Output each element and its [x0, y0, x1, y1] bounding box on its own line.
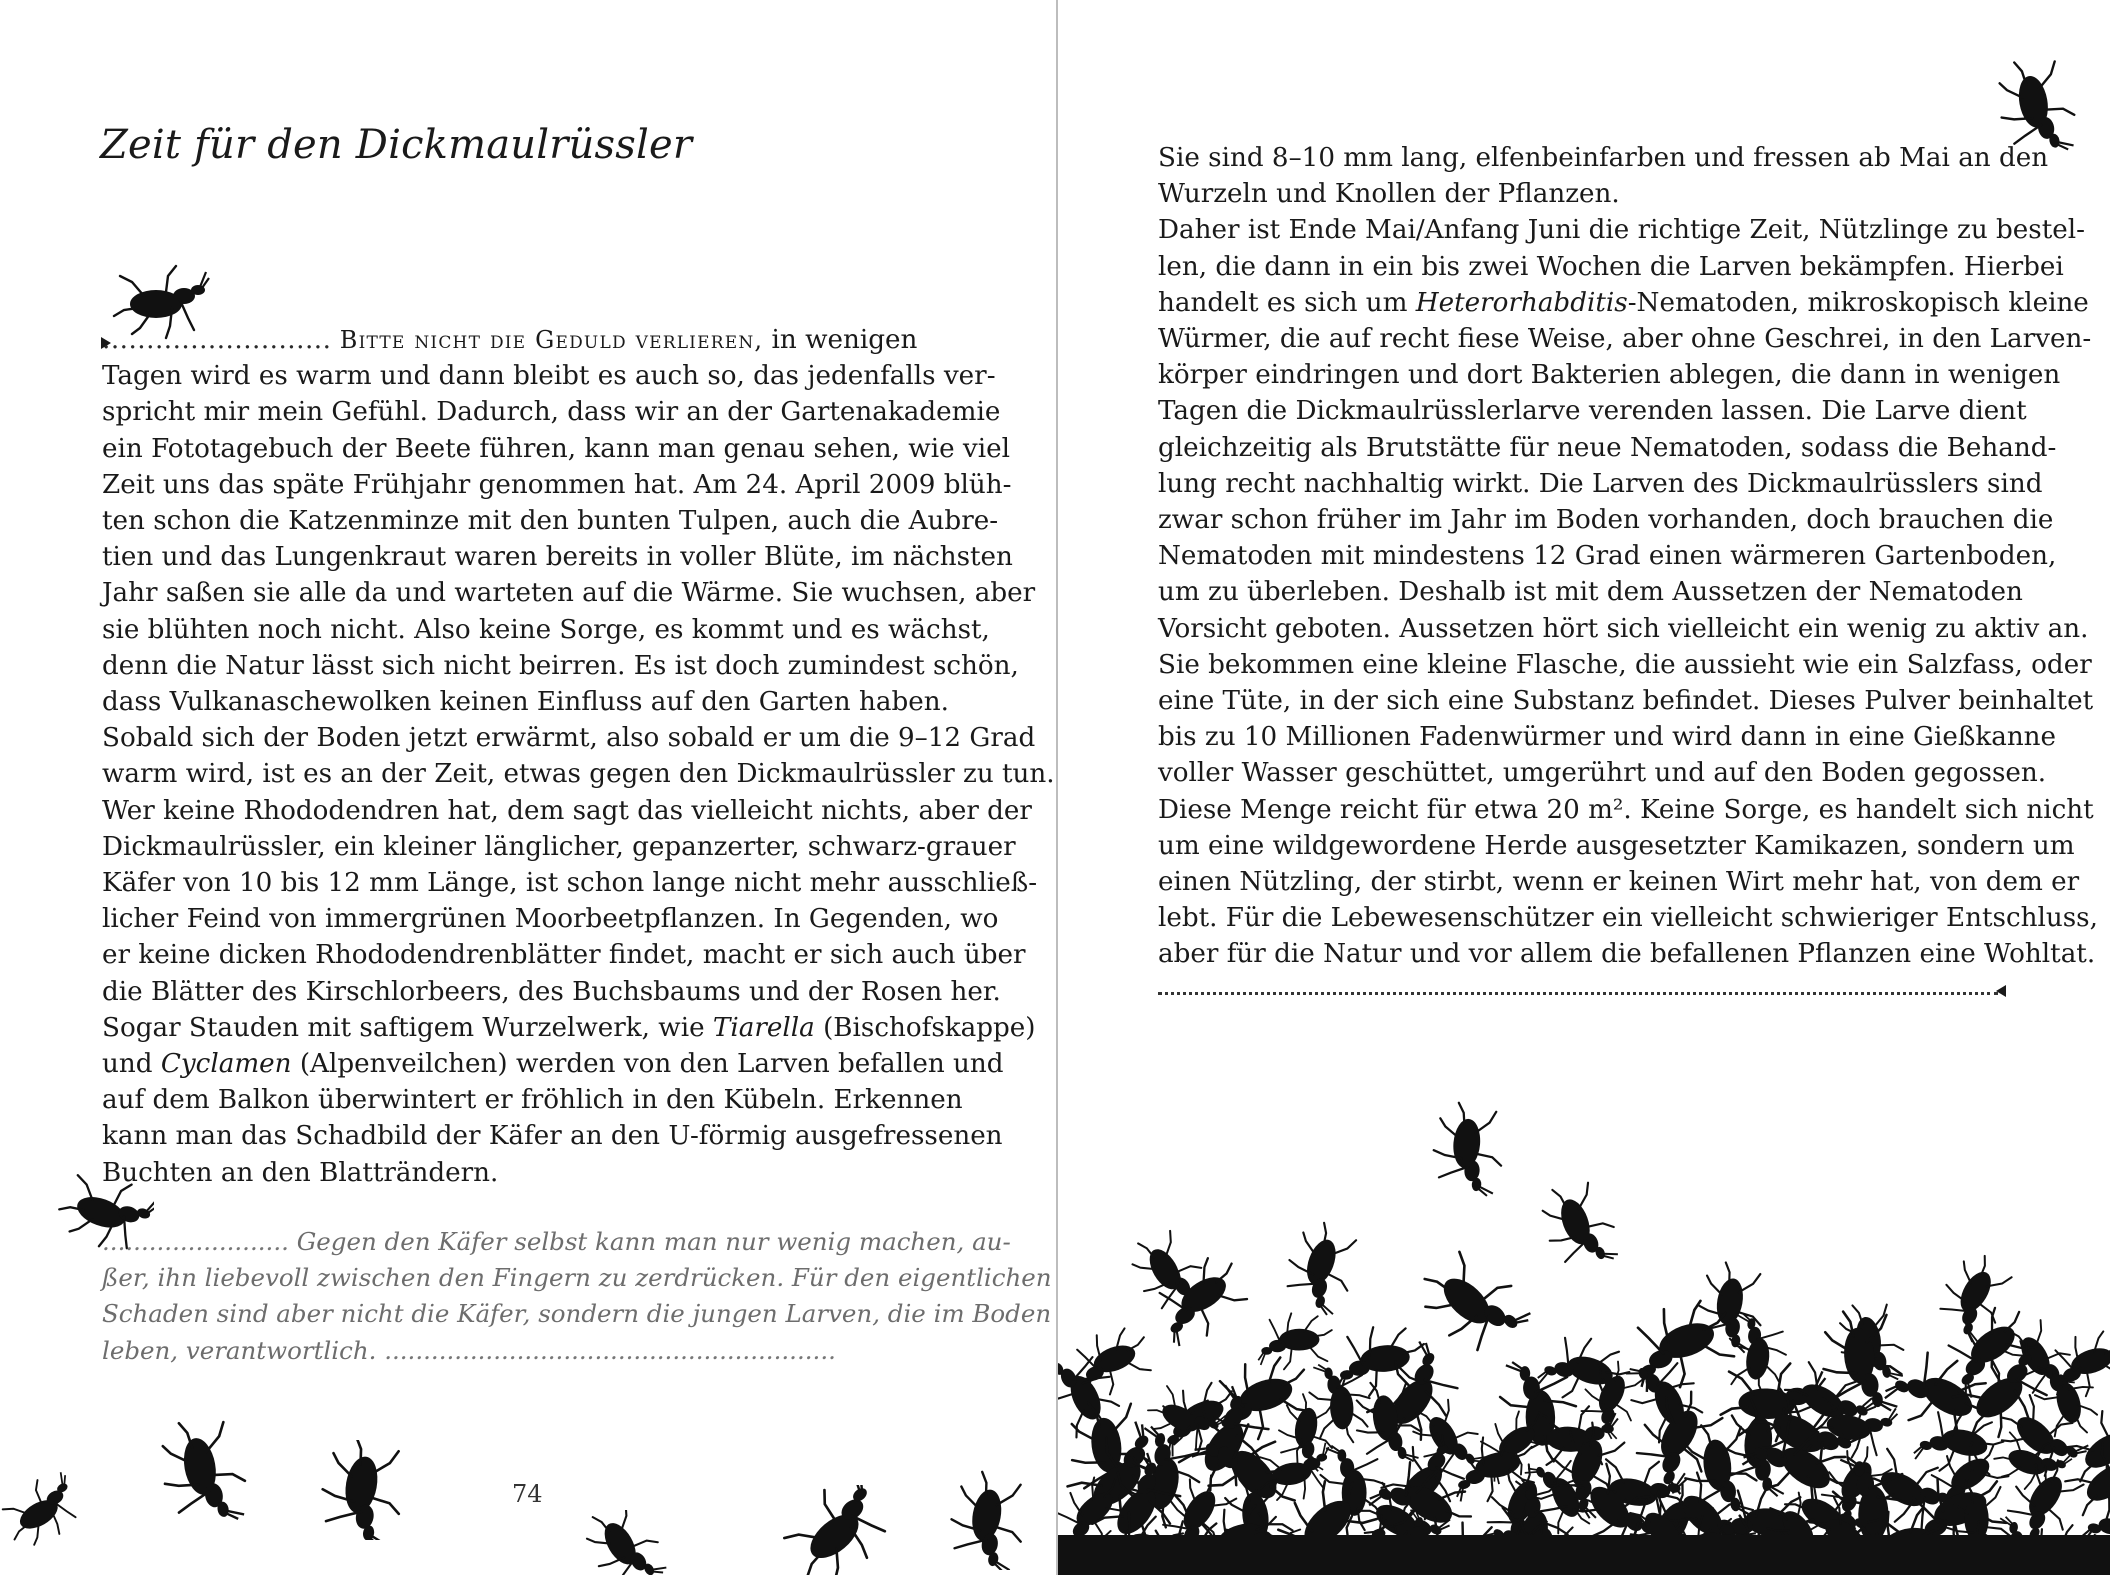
page-number: 74 — [512, 1480, 543, 1508]
text-line: ein Fototagebuch der Beete führen, kann man genau sehen, wie viel — [102, 433, 1010, 464]
text-line: Nematoden mit mindestens 12 Grad einen wärmeren Gartenboden, — [1158, 541, 2057, 572]
beetle-icon — [580, 1510, 670, 1575]
swarm-beetle — [1258, 1313, 1332, 1370]
beetle-swarm-illustration — [1058, 1080, 2110, 1575]
text-line: warm wird, ist es an der Zeit, etwas gegen den Dickmaulrüssler zu tun. — [102, 759, 1055, 790]
beetle-icon — [150, 1420, 260, 1520]
text-line: licher Feind von immergrünen Moorbeetpflanzen. In Gegenden, wo — [102, 904, 999, 935]
text-line: Würmer, die auf recht fiese Weise, aber ohne Geschrei, in den Larven- — [1158, 324, 2092, 355]
text-line: Sobald sich der Boden jetzt erwärmt, also sobald er um die 9–12 Grad — [102, 723, 1036, 754]
text-line: er keine dicken Rhododendrenblätter findet, macht er sich auch über — [102, 940, 1026, 971]
right-page — [1058, 0, 2110, 1575]
text-line: bis zu 10 Millionen Fadenwürmer und wird dann in eine Gießkanne — [1158, 722, 2057, 753]
lead-in-smallcaps: Bitte nicht die Geduld verlieren, — [339, 326, 764, 354]
swarm-beetle — [1276, 1216, 1366, 1319]
text-line: um zu überleben. Deshalb ist mit dem Aussetzen der Nematoden — [1158, 577, 2023, 608]
text-line: Wer keine Rhododendren hat, dem sagt das vielleicht nichts, aber der — [102, 795, 1032, 826]
text-line: sie blühten noch nicht. Also keine Sorge, es kommt und es wächst, — [102, 614, 990, 645]
text-line: Daher ist Ende Mai/Anfang Juni die richtige Zeit, Nützlinge zu bestel- — [1158, 215, 2085, 246]
text-line: denn die Natur lässt sich nicht beirren. Es ist doch zumindest schön, — [102, 650, 1019, 681]
beetle-icon — [0, 1470, 80, 1550]
text-line: ten schon die Katzenminze mit den bunten Tulpen, auch die Aubre- — [102, 506, 999, 537]
text-line: dass Vulkanaschewolken keinen Einfluss auf den Garten haben. — [102, 687, 949, 718]
text-line: Zeit uns das späte Frühjahr genommen hat. Am 24. April 2009 blüh- — [102, 469, 1012, 500]
swarm-beetle — [1534, 1175, 1624, 1278]
beetle-icon — [940, 1470, 1040, 1570]
beetle-icon — [780, 1485, 890, 1575]
text-line: Buchten an den Blatträndern. — [102, 1157, 499, 1188]
text-line: lung recht nachhaltig wirkt. Die Larven des Dickmaulrüsslers sind — [1158, 468, 2043, 499]
left-body-text — [102, 322, 1055, 1191]
chapter-title: Zeit für den Dickmaulrüssler — [100, 122, 693, 168]
text-line: eine Tüte, in der sich eine Substanz befindet. Dieses Pulver beinhaltet — [1158, 686, 2094, 717]
text-line: aber für die Natur und vor allem die befallenen Pflanzen eine Wohltat. — [1158, 939, 2096, 970]
text-line: Dickmaulrüssler, ein kleiner länglicher, gepanzerter, schwarz-grauer — [102, 831, 1016, 862]
note-line: ........................ Gegen den Käfer selbst kann man nur wenig machen, au- — [102, 1227, 1011, 1256]
text-line: auf dem Balkon überwintert er fröhlich in den Kübeln. Erkennen — [102, 1085, 963, 1116]
text-line: Diese Menge reicht für etwa 20 m². Keine Sorge, es handelt sich nicht — [1158, 794, 2094, 825]
swarm-base — [1058, 1535, 2110, 1575]
text-line: zwar schon früher im Jahr im Boden vorhanden, doch brauchen die — [1158, 505, 2054, 536]
text-line: handelt es sich um Heterorhabditis-Nematoden, mikroskopisch kleine — [1158, 287, 2089, 318]
text-line: .......................... Bitte nicht die Geduld verlieren, in wenigen — [102, 325, 918, 355]
text-line: Wurzeln und Knollen der Pflanzen. — [1158, 179, 1620, 210]
text-line: kann man das Schadbild der Käfer an den U-förmig ausgefressenen — [102, 1121, 1003, 1152]
text-line: körper eindringen und dort Bakterien ablegen, die dann in wenigen — [1158, 360, 2061, 391]
text-line: Sie sind 8–10 mm lang, elfenbeinfarben und fressen ab Mai an den — [1158, 143, 2049, 173]
text-line: Käfer von 10 bis 12 mm Länge, ist schon lange nicht mehr ausschließ- — [102, 868, 1038, 899]
text-line: Sie bekommen eine kleine Flasche, die aussieht wie ein Salzfass, oder — [1158, 649, 2092, 680]
text-line: um eine wildgewordene Herde ausgesetzter Kamikazen, sondern um — [1158, 830, 2075, 861]
text-line: lebt. Für die Lebewesenschützer ein vielleicht schwieriger Entschluss, — [1158, 903, 2098, 934]
text-line: Vorsicht geboten. Aussetzen hört sich vielleicht ein wenig zu aktiv an. — [1158, 613, 2089, 644]
text-line: Tagen die Dickmaulrüsslerlarve verenden lassen. Die Larve dient — [1158, 396, 2027, 427]
text-line: Sogar Stauden mit saftigem Wurzelwerk, wie Tiarella (Bischofskappe) — [102, 1012, 1036, 1043]
text-line: einen Nützling, der stirbt, wenn er keinen Wirt mehr hat, von dem er — [1158, 867, 2080, 898]
text-line: die Blätter des Kirschlorbeers, des Buchsbaums und der Rosen her. — [102, 976, 1001, 1007]
note-line: ßer, ihn liebevoll zwischen den Fingern zu zerdrücken. Für den eigentlichen — [102, 1263, 1052, 1293]
beetle-icon — [310, 1440, 420, 1540]
right-body-text — [1158, 140, 2098, 973]
section-end-marker — [1996, 985, 2006, 997]
text-line: len, die dann in ein bis zwei Wochen die Larven bekämpfen. Hierbei — [1158, 251, 2064, 282]
text-line: tien und das Lungenkraut waren bereits in voller Blüte, im nächsten — [102, 542, 1013, 573]
side-note — [102, 1224, 1052, 1369]
swarm-beetle — [1430, 1101, 1506, 1197]
section-end-dots — [1158, 980, 1998, 995]
text-line: Tagen wird es warm und dann bleibt es auch so, das jedenfalls ver- — [102, 361, 996, 392]
text-line: spricht mir mein Gefühl. Dadurch, dass wir an der Gartenakademie — [102, 397, 1001, 428]
text-line: voller Wasser geschüttet, umgerührt und auf den Boden gegossen. — [1158, 758, 2047, 789]
text-line: gleichzeitig als Brutstätte für neue Nematoden, sodass die Behand- — [1158, 432, 2057, 463]
note-line: leben, verantwortlich. .......................................................... — [102, 1335, 836, 1365]
text-line: und Cyclamen (Alpenveilchen) werden von den Larven befallen und — [102, 1049, 1004, 1080]
note-line: Schaden sind aber nicht die Käfer, sondern die jungen Larven, die im Boden — [102, 1299, 1052, 1329]
text-line: Jahr saßen sie alle da und warteten auf die Wärme. Sie wuchsen, aber — [102, 578, 1036, 609]
